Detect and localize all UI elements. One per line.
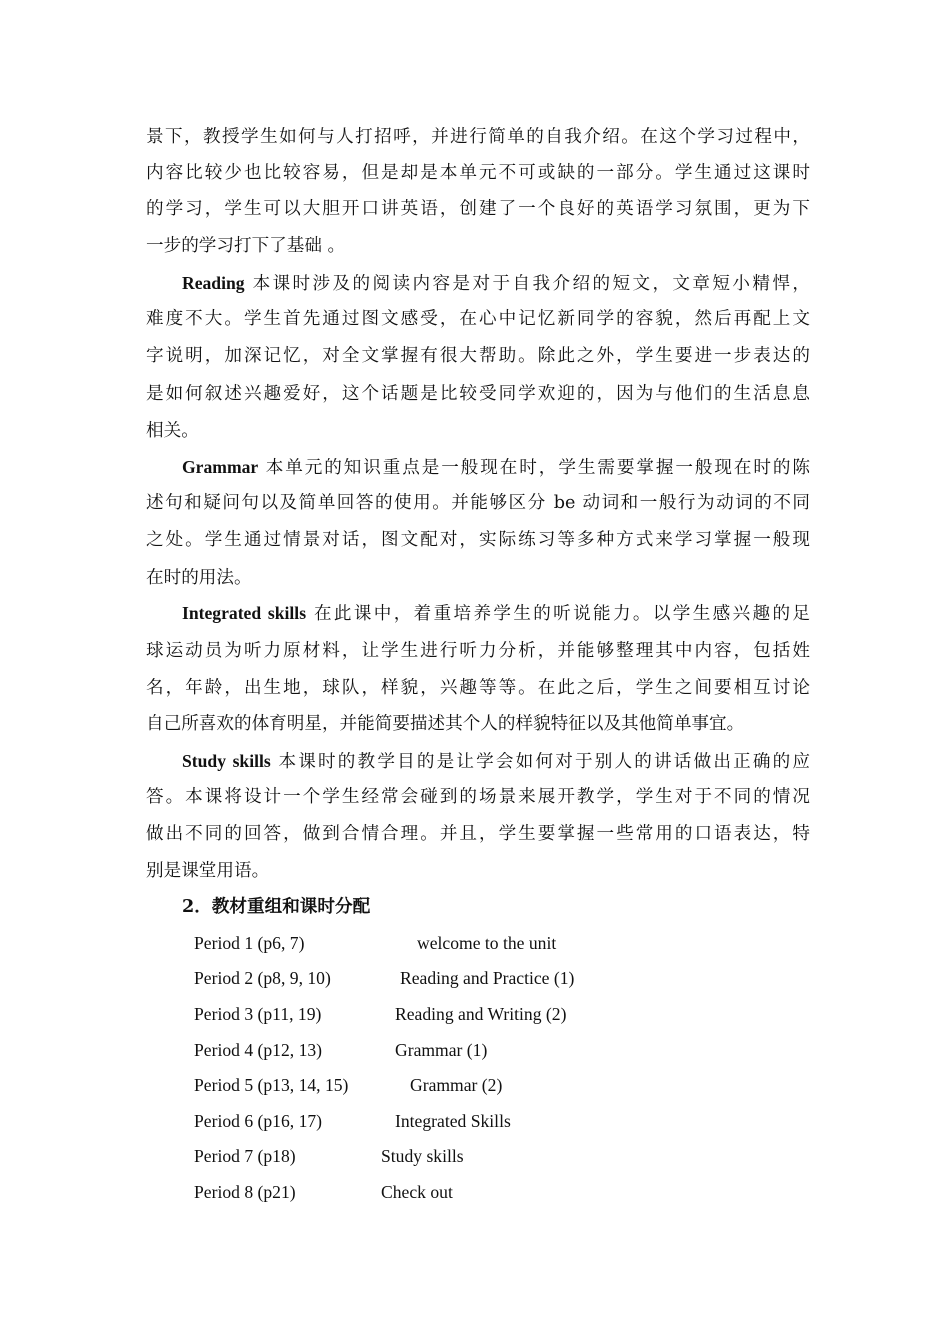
- text-line: 自己所喜欢的体育明星，并能简要描述其个人的样貌特征以及其他简单事宜。: [146, 714, 745, 734]
- period-topic: Integrated Skills: [395, 1111, 511, 1131]
- text-line: 景下，教授学生如何与人打招呼，并进行简单的自我介绍。在这个学习过程中，: [146, 127, 810, 147]
- grammar-lead: Grammar: [182, 457, 259, 477]
- period-topic: Reading and Writing (2): [395, 1004, 567, 1024]
- text-line: 是如何叙述兴趣爱好，这个话题是比较受同学欢迎的，因为与他们的生活息息: [146, 384, 810, 404]
- text-line: 球运动员为听力原材料，让学生进行听力分析，并能够整理其中内容，包括姓: [146, 641, 810, 661]
- period-label: Period 3 (p11, 19): [194, 1004, 322, 1024]
- period-topic: Study skills: [381, 1146, 464, 1166]
- period-topic: Grammar (2): [410, 1075, 503, 1095]
- text-line: Study skills 本课时的教学目的是让学会如何对于别人的讲话做出正确的应: [182, 751, 810, 772]
- text-line: 内容比较少也比较容易，但是却是本单元不可或缺的一部分。学生通过这课时: [146, 163, 810, 183]
- text-line: 字说明，加深记忆，对全文掌握有很大帮助。除此之外，学生要进一步表达的: [146, 346, 810, 366]
- text-line: 相关。: [146, 421, 199, 441]
- text-line: Integrated skills 在此课中，着重培养学生的听说能力。以学生感兴趣的足: [182, 603, 810, 624]
- text-line: Grammar 本单元的知识重点是一般现在时，学生需要掌握一般现在时的陈: [182, 457, 810, 478]
- text-line: Reading 本课时涉及的阅读内容是对于自我介绍的短文，文章短小精悍，: [182, 273, 810, 294]
- text-line: 一步的学习打下了基础 。: [146, 236, 346, 256]
- text-line: 做出不同的回答，做到合情合理。并且，学生要掌握一些常用的口语表达，特: [146, 824, 810, 844]
- section-heading: 2．教材重组和课时分配: [182, 896, 371, 917]
- text-line: 在时的用法。: [146, 568, 252, 588]
- study-skills-lead: Study skills: [182, 751, 271, 771]
- period-label: Period 2 (p8, 9, 10): [194, 968, 331, 988]
- text-line: 难度不大。学生首先通过图文感受，在心中记忆新同学的容貌，然后再配上文: [146, 309, 810, 329]
- reading-lead: Reading: [182, 273, 245, 293]
- period-topic: Check out: [381, 1182, 453, 1202]
- text-line: 答。本课将设计一个学生经常会碰到的场景来展开教学，学生对于不同的情况: [146, 787, 810, 807]
- period-label: Period 6 (p16, 17): [194, 1111, 323, 1131]
- text-line: 别是课堂用语。: [146, 861, 270, 881]
- period-topic: welcome to the unit: [417, 933, 557, 953]
- period-label: Period 8 (p21): [194, 1182, 296, 1202]
- text-line: 的学习，学生可以大胆开口讲英语，创建了一个良好的英语学习氛围，更为下: [146, 199, 810, 219]
- text-line: 述句和疑问句以及简单回答的使用。并能够区分 be 动词和一般行为动词的不同: [146, 493, 810, 513]
- period-label: Period 5 (p13, 14, 15): [194, 1075, 349, 1095]
- text-line: 之处。学生通过情景对话，图文配对，实际练习等多种方式来学习掌握一般现: [146, 530, 810, 550]
- integrated-skills-lead: Integrated skills: [182, 603, 307, 623]
- text-line: 名，年龄，出生地，球队，样貌，兴趣等等。在此之后，学生之间要相互讨论: [146, 678, 810, 698]
- period-label: Period 1 (p6, 7): [194, 933, 305, 953]
- period-topic: Grammar (1): [395, 1040, 488, 1060]
- period-topic: Reading and Practice (1): [400, 968, 575, 988]
- period-label: Period 7 (p18): [194, 1146, 296, 1166]
- period-label: Period 4 (p12, 13): [194, 1040, 323, 1060]
